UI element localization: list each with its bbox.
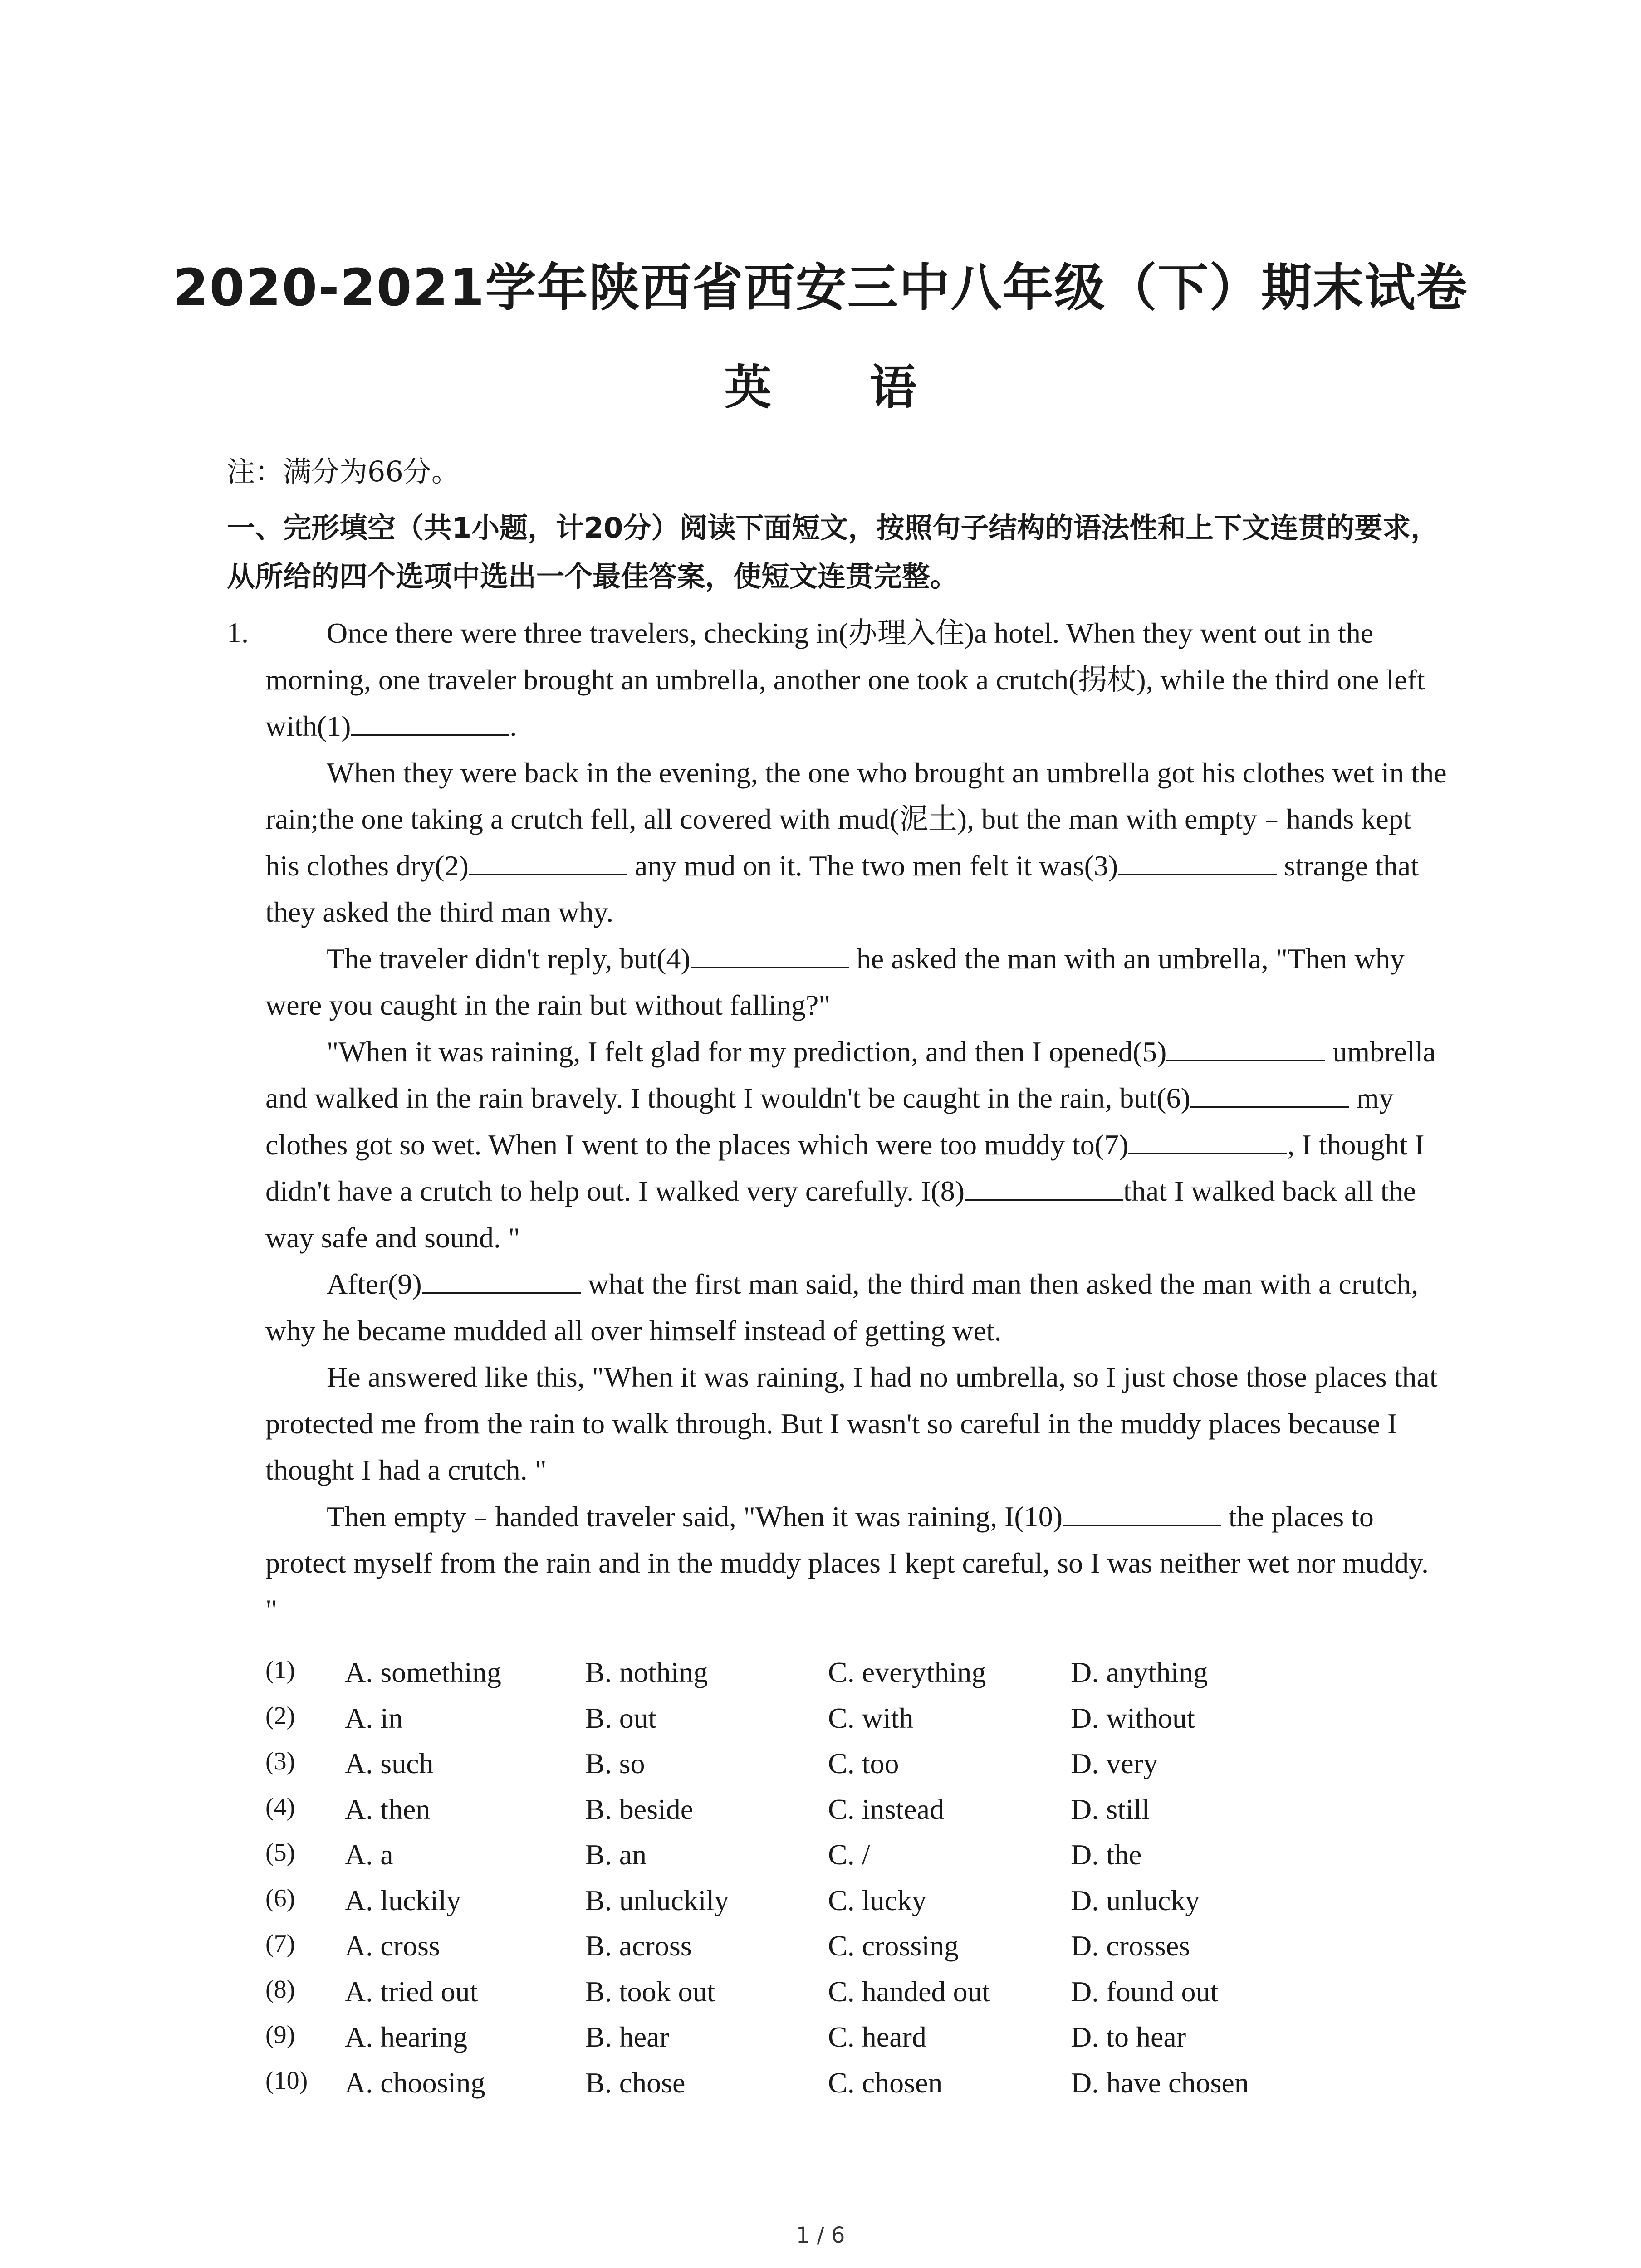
passage-text: the places to protect myself from the rain and in the muddy places I kept careful, so I was neither wet nor muddy. " (265, 1500, 1429, 1626)
answer-blank (1118, 847, 1277, 875)
passage-text: , I thought I didn't have a crutch to help out. I walked very carefully. I(8) (265, 1128, 1425, 1207)
option-b: B. beside (585, 1793, 694, 1825)
passage-paragraph (265, 610, 1447, 750)
option-d: D. still (1071, 1793, 1150, 1825)
question-number: 1. (227, 616, 249, 649)
answer-blank (691, 940, 849, 968)
option-c: C. crossing (828, 1930, 959, 1962)
passage-text: After(9) (327, 1268, 422, 1300)
option-row (265, 1747, 1354, 1793)
option-number: (4) (265, 1793, 295, 1821)
page-indicator: 1 / 6 (796, 2223, 845, 2248)
answer-blank (469, 847, 627, 875)
option-b: B. across (585, 1930, 692, 1962)
option-b: B. took out (585, 1975, 715, 2008)
passage-text: . (509, 710, 517, 742)
option-a: A. something (345, 1656, 501, 1688)
answer-blank (1190, 1080, 1349, 1108)
option-row (265, 1793, 1354, 1838)
option-a: A. choosing (345, 2066, 485, 2099)
option-b: B. nothing (585, 1656, 708, 1688)
option-a: A. tried out (345, 1975, 478, 2008)
option-c: C. heard (828, 2021, 926, 2053)
passage-text: my clothes got so wet. When I went to the places which were too muddy to(7) (265, 1082, 1394, 1161)
option-row (265, 2020, 1354, 2066)
option-d: D. anything (1071, 1656, 1208, 1688)
option-c: C. too (828, 1747, 899, 1779)
option-d: D. to hear (1071, 2021, 1186, 2053)
option-number: (8) (265, 1975, 295, 2004)
option-a: A. such (345, 1747, 434, 1779)
section-heading: 一、完形填空（共1小题，计20分）阅读下面短文，按照句子结构的语法性和上下文连贯的要求，从所给的四个选项中选出一个最佳答案，使短文连贯完整。 (227, 511, 1439, 593)
passage-text: When they were back in the evening, the one who brought an umbrella got his clothes wet in the rain;the one taking a crutch fell, all covered with mud(泥土), but the man with empty﹣hands kept his clothes dry(2) (265, 756, 1447, 882)
answer-blank (1063, 1498, 1221, 1526)
option-number: (5) (265, 1838, 295, 1867)
passage-text: any mud on it. The two men felt it was(3) (627, 849, 1118, 882)
option-c: C. lucky (828, 1884, 926, 1916)
passage-text: Once there were three travelers, checking in(办理入住)a hotel. When they went out in the morning, one traveler brought an umbrella, another one took a crutch(拐杖), while the third one left with(1) (265, 617, 1425, 742)
cloze-passage (265, 610, 1447, 1633)
option-a: A. a (345, 1838, 393, 1871)
answer-blank (422, 1266, 581, 1294)
option-c: C. with (828, 1701, 914, 1734)
option-a: A. in (345, 1701, 403, 1734)
option-a: A. luckily (345, 1884, 461, 1916)
option-row (265, 2066, 1354, 2112)
option-b: B. out (585, 1701, 656, 1734)
option-a: A. then (345, 1793, 431, 1825)
option-row (265, 1884, 1354, 1930)
option-c: C. instead (828, 1793, 944, 1825)
option-number: (7) (265, 1930, 295, 1958)
passage-text: Then empty﹣handed traveler said, "When it was raining, I(10) (327, 1500, 1063, 1533)
option-a: A. cross (345, 1930, 440, 1962)
exam-subject: 英 语 (724, 360, 958, 415)
score-note: 注：满分为66分。 (227, 455, 460, 488)
answer-blank (1128, 1126, 1287, 1154)
passage-paragraph (265, 750, 1447, 936)
option-number: (6) (265, 1884, 295, 1912)
option-b: B. chose (585, 2066, 686, 2099)
option-d: D. crosses (1071, 1930, 1190, 1962)
passage-text: "When it was raining, I felt glad for my prediction, and then I opened(5) (327, 1035, 1167, 1068)
option-row (265, 1656, 1354, 1701)
option-a: A. hearing (345, 2021, 468, 2053)
option-c: C. chosen (828, 2066, 943, 2099)
option-b: B. unluckily (585, 1884, 729, 1916)
option-row (265, 1929, 1354, 1975)
option-c: C. / (828, 1838, 870, 1871)
option-b: B. so (585, 1747, 645, 1779)
passage-text: that I walked back all the way safe and sound. " (265, 1175, 1416, 1254)
option-d: D. found out (1071, 1975, 1219, 2008)
passage-text: strange that they asked the third man why. (265, 849, 1419, 928)
answer-options (265, 1656, 1354, 2112)
passage-text: what the first man said, the third man then asked the man with a crutch, why he became mudded all over himself instead of getting wet. (265, 1268, 1419, 1347)
option-d: D. have chosen (1071, 2066, 1249, 2099)
passage-text: The traveler didn't reply, but(4) (327, 942, 691, 975)
option-c: C. handed out (828, 1975, 990, 2008)
option-number: (2) (265, 1701, 295, 1730)
option-number: (10) (265, 2066, 308, 2095)
option-b: B. an (585, 1838, 647, 1871)
passage-paragraph (265, 1261, 1447, 1354)
option-d: D. very (1071, 1747, 1158, 1779)
option-d: D. unlucky (1071, 1884, 1200, 1916)
option-b: B. hear (585, 2021, 669, 2053)
exam-title: 2020-2021学年陕西省西安三中八年级（下）期末试卷 (173, 259, 1468, 318)
passage-paragraph (265, 1494, 1447, 1633)
passage-paragraph: He answered like this, "When it was raining, I had no umbrella, so I just chose those places that protected me from the rain to walk through. But I wasn't so careful in the muddy places because I thought I had a crutch. " (265, 1361, 1438, 1486)
option-number: (9) (265, 2021, 295, 2049)
option-number: (3) (265, 1747, 295, 1775)
passage-text: he asked the man with an umbrella, "Then why were you caught in the rain but without falling?" (265, 942, 1405, 1021)
option-c: C. everything (828, 1656, 986, 1688)
answer-blank (965, 1173, 1123, 1201)
option-d: D. the (1071, 1838, 1142, 1871)
option-row (265, 1838, 1354, 1884)
option-row (265, 1975, 1354, 2021)
passage-paragraph (265, 1029, 1447, 1261)
option-row (265, 1701, 1354, 1747)
answer-blank (1166, 1033, 1325, 1061)
option-d: D. without (1071, 1701, 1195, 1734)
answer-blank (351, 708, 509, 736)
option-number: (1) (265, 1656, 295, 1684)
passage-text: umbrella and walked in the rain bravely. I thought I wouldn't be caught in the rain, but(6) (265, 1035, 1436, 1114)
passage-paragraph (265, 936, 1447, 1029)
